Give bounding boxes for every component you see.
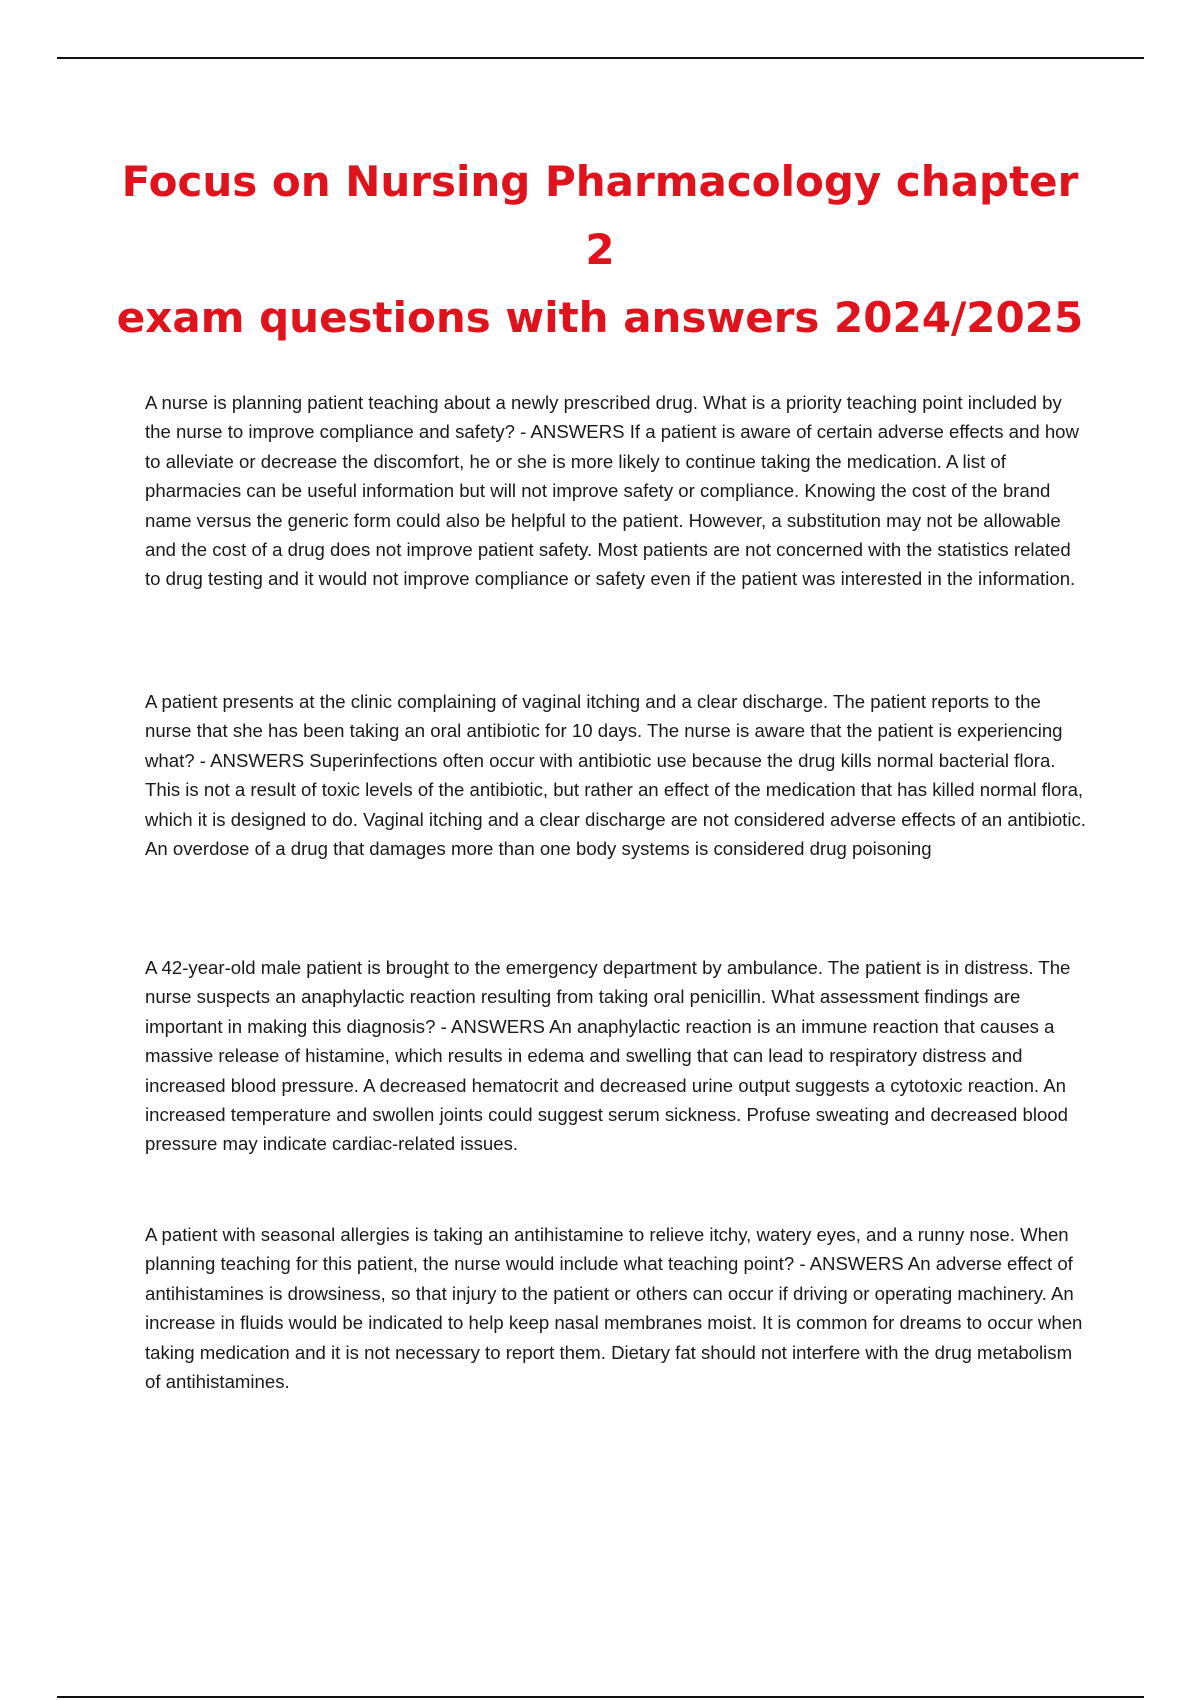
question-answer-1: A nurse is planning patient teaching about a newly prescribed drug. What is a priority teaching point included by the nurse to improve compliance and safety? - ANSWERS If a patient is aware of certain adverse effects and how to alleviate or decrease the discomfort, he or she is more likely to continue taking the medication. A list of pharmacies can be useful information but will not improve safety or compliance. Knowing the cost of the brand name versus the generic form could also be helpful to the patient. However, a substitution may not be allowable and the cost of a drug does not improve patient safety. Most patients are not concerned with the statistics related to drug testing and it would not improve compliance or safety even if the patient was interested in the information. [145,392,1079,590]
title-line-2: exam questions with answers 2024/2025 [116,293,1084,342]
question-answer-3: A 42-year-old male patient is brought to the emergency department by ambulance. The patient is in distress. The nurse suspects an anaphylactic reaction resulting from taking oral penicillin. What assessment findings are important in making this diagnosis? - ANSWERS An anaphylactic reaction is an immune reaction that causes a massive release of histamine, which results in edema and swelling that can lead to respiratory distress and increased blood pressure. A decreased hematocrit and decreased urine output suggests a cytotoxic reaction. An increased temperature and swollen joints could suggest serum sickness. Profuse sweating and decreased blood pressure may indicate cardiac-related issues. [145,957,1071,1155]
question-answer-2: A patient presents at the clinic complaining of vaginal itching and a clear discharge. The patient reports to the nurse that she has been taking an oral antibiotic for 10 days. The nurse is aware that the patient is experiencing what? - ANSWERS Superinfections often occur with antibiotic use because the drug kills normal bacterial flora. This is not a result of toxic levels of the antibiotic, but rather an effect of the medication that has killed normal flora, which it is designed to do. Vaginal itching and a clear discharge are not considered adverse effects of an antibiotic. An overdose of a drug that damages more than one body systems is considered drug poisoning [145,691,1086,860]
title-line-1: Focus on Nursing Pharmacology chapter 2 [121,157,1079,274]
document-title [100,148,1100,352]
bottom-rule [57,1696,1144,1698]
top-rule [57,57,1144,59]
question-answer-4: A patient with seasonal allergies is taking an antihistamine to relieve itchy, watery eyes, and a runny nose. When planning teaching for this patient, the nurse would include what teaching point? - ANSWERS An adverse effect of antihistamines is drowsiness, so that injury to the patient or others can occur if driving or operating machinery. An increase in fluids would be indicated to help keep nasal membranes moist. It is common for dreams to occur when taking medication and it is not necessary to report them. Dietary fat should not interfere with the drug metabolism of antihistamines. [145,1224,1083,1393]
